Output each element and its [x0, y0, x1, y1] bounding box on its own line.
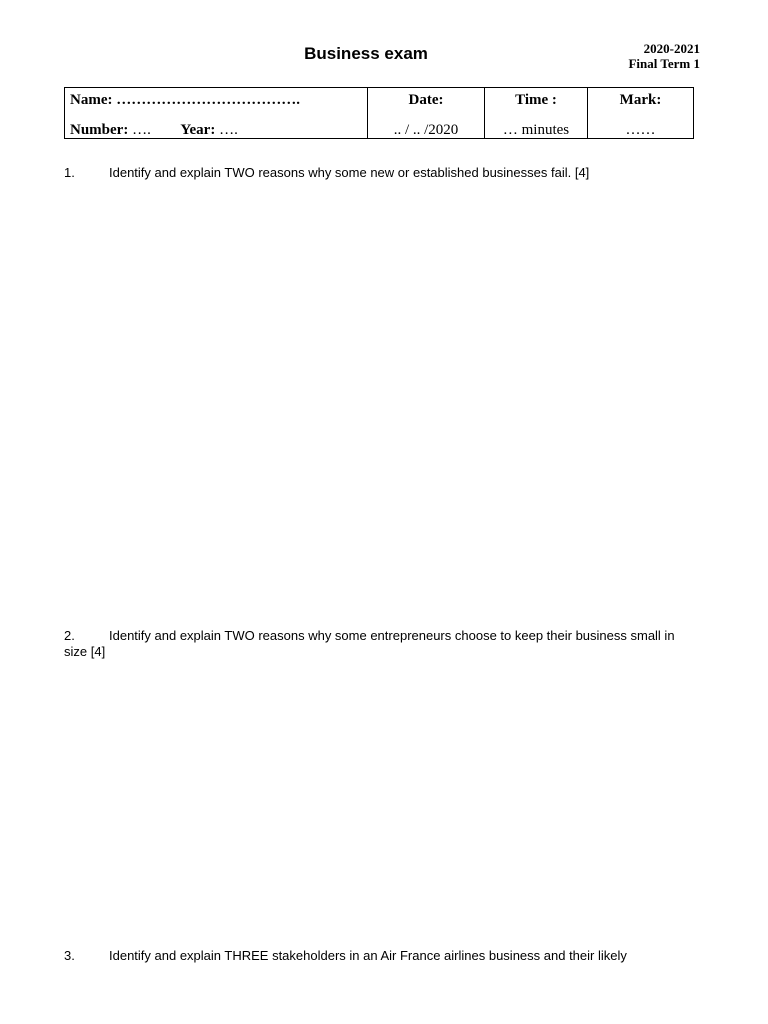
question-number: 3.: [64, 948, 75, 963]
time-cell: [485, 88, 588, 139]
academic-year: 2020-2021: [643, 41, 700, 56]
term-block: [628, 41, 700, 71]
mark-label: Mark:: [619, 92, 662, 108]
number-year-line: [70, 114, 362, 138]
question-2: [64, 628, 694, 660]
question-number: 2.: [64, 628, 75, 643]
mark-value: ……: [625, 122, 656, 138]
exam-title: Business exam: [304, 44, 428, 63]
student-info-table: [64, 87, 694, 139]
name-blank: ……………………………….: [116, 92, 300, 108]
time-label: Time :: [515, 92, 557, 108]
date-label: Date:: [408, 92, 444, 108]
date-cell: [368, 88, 485, 139]
name-line: [70, 88, 362, 114]
number-label: Number:: [70, 122, 129, 138]
year-blank: ….: [219, 122, 238, 138]
date-value: .. / .. /2020: [393, 122, 459, 138]
number-blank: ….: [132, 122, 151, 138]
question-text: Identify and explain THREE stakeholders in an Air France airlines business and their likely: [109, 948, 627, 963]
question-3: [64, 948, 694, 964]
question-number: 1.: [64, 165, 75, 180]
question-text: Identify and explain TWO reasons why some new or established businesses fail. [4]: [109, 165, 590, 180]
question-1: [64, 165, 694, 181]
mark-cell: [588, 88, 694, 139]
info-row: [65, 88, 694, 139]
time-value: … minutes: [502, 122, 570, 138]
question-text: Identify and explain TWO reasons why some entrepreneurs choose to keep their business small in size [4]: [64, 628, 675, 659]
name-number-cell: [65, 88, 368, 139]
name-label: Name:: [70, 92, 113, 108]
year-label: Year:: [180, 122, 216, 138]
term-label: Final Term 1: [628, 56, 700, 71]
